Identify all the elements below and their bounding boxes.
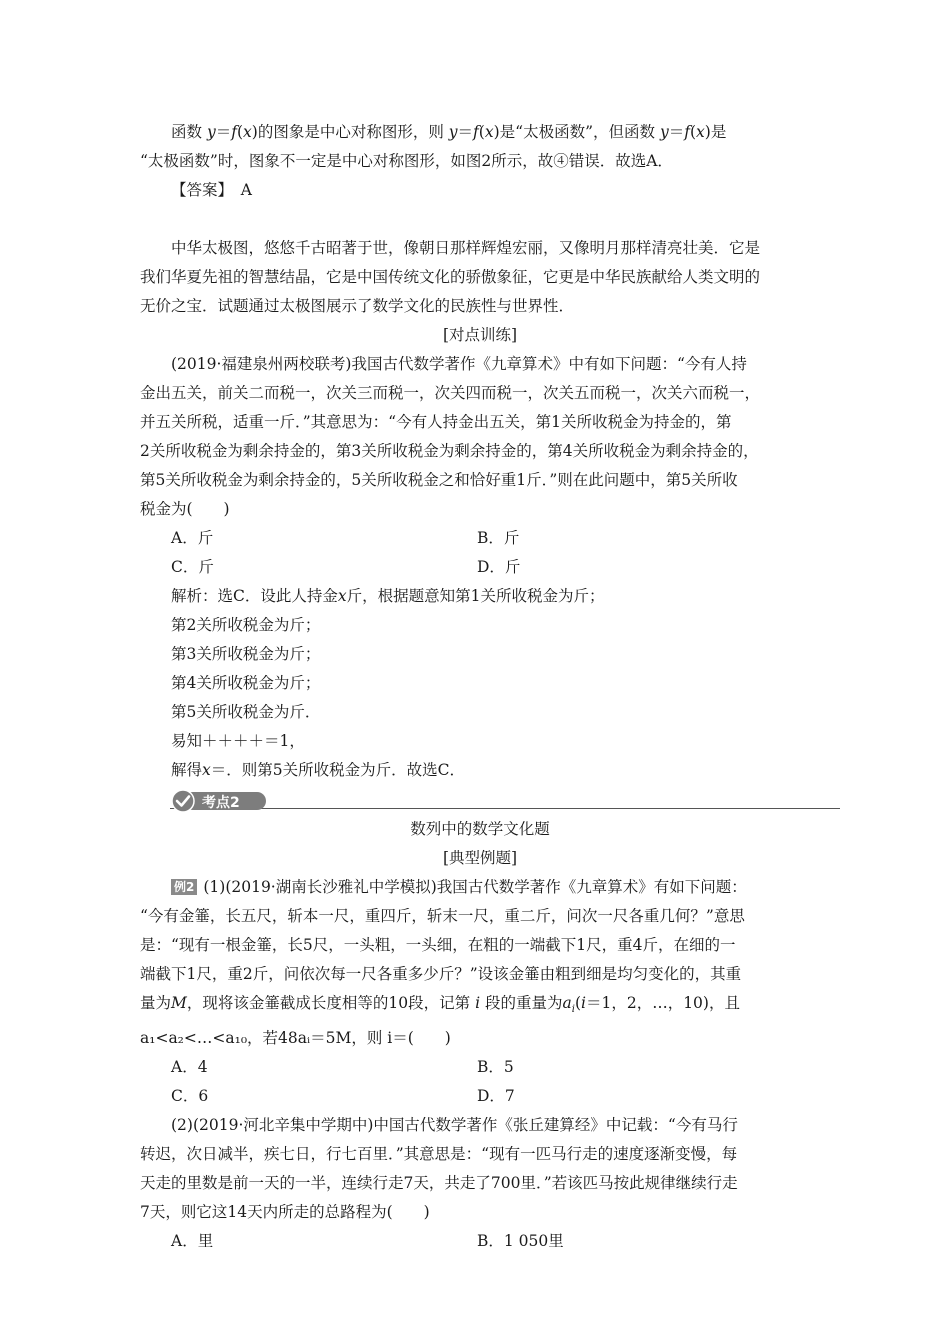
kaodian-header: [140, 789, 820, 815]
paragraph-taiji-conclusion: 函数 y＝f(x)的图象是中心对称图形，则 y＝f(x)是“太极函数”，但函数 y＝f(x)是: [171, 123, 727, 141]
kaodian-badge-text: 考点2: [202, 795, 240, 811]
option-a: A．里: [171, 1232, 214, 1251]
answer-value: A: [240, 181, 252, 199]
options-row: [140, 1082, 820, 1111]
training-question-line: 税金为( ): [140, 500, 230, 518]
answer-line: [140, 176, 820, 205]
example-question-line: (2)(2019·河北辛集中学期中)中国古代数学著作《张丘建算经》中记载：“今有马行: [171, 1116, 738, 1135]
example-heading: [典型例题]: [442, 849, 518, 867]
option-c: C．6: [171, 1087, 209, 1106]
example-question-line: 7天，则它这14天内所走的总路程为( ): [140, 1203, 430, 1222]
commentary-line: 无价之宝．试题通过太极图展示了数学文化的民族性与世界性．: [140, 297, 575, 315]
solution-line: 第2关所收税金为斤；: [171, 616, 321, 634]
solution-line: 易知＋＋＋＋＝1，: [171, 732, 305, 750]
example-question-line: 转迟，次日减半，疾七日，行七百里．”其意思是：“现有一匹马行走的速度逐渐变慢，每: [140, 1145, 738, 1164]
section-title: 数列中的数学文化题: [410, 820, 550, 838]
option-d: D．7: [477, 1087, 515, 1106]
example-question-line: “今有金箠，长五尺，斩本一尺，重四斤，斩末一尺，重二斤，问次一尺各重几何？”意思: [140, 907, 745, 925]
training-question-line: 第5关所收税金为剩余持金的，5关所收税金之和恰好重1斤．”则在此问题中，第5关所收: [140, 471, 738, 489]
solution-line: 第5关所收税金为斤．: [171, 703, 321, 721]
solution-line: 第3关所收税金为斤；: [171, 645, 321, 663]
option-a: A．4: [171, 1058, 208, 1077]
options-row: [140, 553, 820, 582]
example-question-line: 端截下1尺，重2斤，问依次每一尺各重多少斤？”设该金箠由粗到细是均匀变化的，其重: [140, 965, 742, 983]
options-row: [140, 1053, 820, 1082]
training-question-line: 2关所收税金为剩余持金的，第3关所收税金为剩余持金的，第4关所收税金为剩余持金的，: [140, 442, 759, 460]
option-b: B．1 050里: [477, 1232, 564, 1251]
solution-line: 解得x＝．则第5关所收税金为斤．故选C．: [171, 761, 465, 779]
answer-label: 【答案】: [171, 181, 226, 199]
training-question-line: 金出五关，前关二而税一，次关三而税一，次关四而税一，次关五而税一，次关六而税一，: [140, 384, 761, 402]
option-b: B．斤: [477, 529, 520, 547]
option-d: D．斤: [477, 558, 521, 576]
example-question-line: 例2 (1)(2019·湖南长沙雅礼中学模拟)我国古代数学著作《九章算术》有如下问题：: [140, 873, 820, 902]
commentary-line: 中华太极图，悠悠千古昭著于世，像朝日那样辉煌宏丽，又像明月那样清亮壮美．它是: [171, 239, 761, 257]
solution-line: 解析：选C．设此人持金x斤，根据题意知第1关所收税金为斤；: [171, 587, 605, 605]
option-c: C．斤: [171, 558, 214, 576]
solution-line: 第4关所收税金为斤；: [171, 674, 321, 692]
paragraph-taiji-conclusion-line2: “太极函数”时，图象不一定是中心对称图形，如图2所示，故④错误．故选A．: [140, 152, 673, 170]
option-a: A．斤: [171, 529, 214, 547]
example-tag: 例2: [171, 879, 197, 895]
example-question-line: a₁<a₂<…<a₁₀，若48aᵢ＝5M，则 i＝( ): [140, 1029, 451, 1048]
options-row: [140, 1227, 820, 1256]
example-question-line: 是：“现有一根金箠，长5尺，一头粗，一头细，在粗的一端截下1尺，重4斤，在细的一: [140, 936, 736, 954]
kaodian-rule: [170, 808, 840, 809]
training-heading: [对点训练]: [442, 326, 518, 344]
training-question-line: (2019·福建泉州两校联考)我国古代数学著作《九章算术》中有如下问题：“今有人持: [171, 355, 747, 373]
option-b: B．5: [477, 1058, 514, 1077]
training-question-line: 并五关所税，适重一斤．”其意思为：“今有人持金出五关，第1关所收税金为持金的，第: [140, 413, 732, 431]
example-question-line: 天走的里数是前一天的一半，连续行走7天，共走了700里．”若该匹马按此规律继续行走: [140, 1174, 738, 1193]
document-page: [140, 118, 820, 1256]
commentary-line: 我们华夏先祖的智慧结晶，它是中国传统文化的骄傲象征，它更是中华民族献给人类文明的: [140, 268, 761, 286]
options-row: [140, 524, 820, 553]
example-question-line: 量为M，现将该金箠截成长度相等的10段，记第 i 段的重量为$a_i(i=1$，2，…，10)，且: [140, 994, 740, 1016]
